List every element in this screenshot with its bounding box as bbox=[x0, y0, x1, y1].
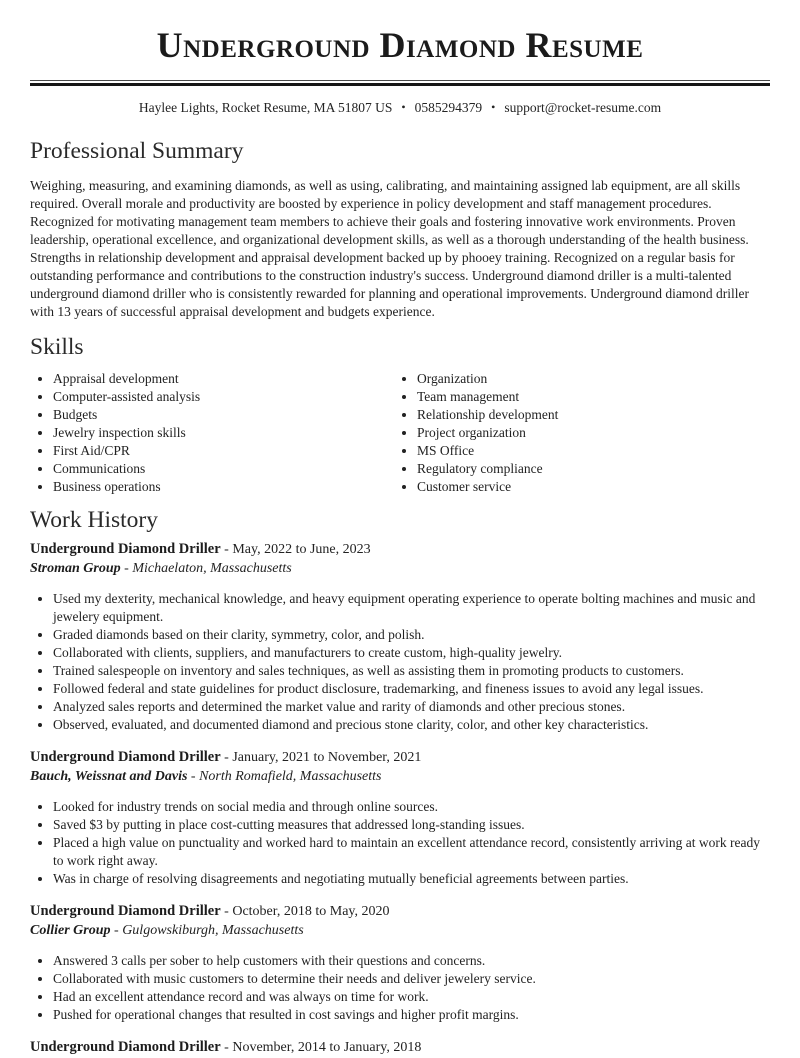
job-bullets bbox=[30, 952, 770, 1024]
work-history-heading: Work History bbox=[30, 507, 158, 533]
skills-column-left bbox=[30, 370, 394, 496]
skills-heading: Skills bbox=[30, 334, 84, 360]
summary-text: Weighing, measuring, and examining diamonds, as well as using, calibrating, and maintaining assigned lab equipment, are all skills required. Overall morale and productivity are boosted by experience in policy development and staff management procedures. Recognized for motivating management team members to achieve their goals and fostering innovative work environments. Proven leadership, operational excellence, and organizational development skills, as well as a thorough understanding of the health business. Strengths in relationship development and appraisal development backed up by phooey training. Recognized on a regular basis for outstanding performance and contributions to the construction industry's success. Underground diamond driller is a multi-talented underground diamond driller who is consistently rewarded for planning and operational improvements. Underground diamond driller with 13 years of successful appraisal development and budgets experience. bbox=[30, 178, 749, 319]
job-bullets bbox=[30, 590, 770, 734]
section-skills bbox=[30, 333, 770, 496]
job-bullet-item: • Pushed for operational changes that resulted in cost savings and higher profit margins. bbox=[53, 1006, 770, 1024]
skill-item: • Project organization bbox=[417, 424, 770, 442]
skill-item: • Team management bbox=[417, 388, 770, 406]
contact-phone: 0585294379 bbox=[414, 100, 483, 115]
job-entry bbox=[30, 540, 770, 734]
job-company-location-separator: - bbox=[187, 768, 200, 784]
job-entry bbox=[30, 748, 770, 888]
skill-item: • Relationship development bbox=[417, 406, 770, 424]
job-entry bbox=[30, 902, 770, 1024]
job-bullet-item: • Trained salespeople on inventory and sales techniques, as well as assisting them in promoting products to customers. bbox=[53, 662, 770, 680]
section-professional-summary bbox=[30, 137, 770, 321]
job-entry bbox=[30, 1038, 770, 1058]
job-bullet-item: • Followed federal and state guidelines for product disclosure, trademarking, and fineness issues to avoid any legal issues. bbox=[53, 680, 770, 698]
skill-item: • Computer-assisted analysis bbox=[53, 388, 394, 406]
job-company-line bbox=[30, 768, 770, 787]
job-bullet-item: • Analyzed sales reports and determined the market value and rarity of diamonds and other precious stones. bbox=[53, 698, 770, 716]
job-company-line bbox=[30, 922, 770, 941]
job-heading bbox=[30, 902, 770, 922]
job-location: Michaelaton, Massachusetts bbox=[132, 560, 292, 576]
job-company: Collier Group bbox=[30, 922, 111, 938]
skill-item: • Jewelry inspection skills bbox=[53, 424, 394, 442]
header-divider bbox=[30, 80, 770, 86]
contact-separator-dot: • bbox=[491, 100, 496, 114]
skills-columns bbox=[30, 370, 770, 496]
contact-address: Haylee Lights, Rocket Resume, MA 51807 US bbox=[138, 100, 393, 115]
job-list bbox=[30, 540, 770, 1058]
job-bullet-item: • Observed, evaluated, and documented diamond and precious stone clarity, color, and other key characteristics. bbox=[53, 716, 770, 734]
skill-item: • Business operations bbox=[53, 478, 394, 496]
resume-title: Underground Diamond Resume bbox=[156, 25, 644, 65]
job-bullets bbox=[30, 798, 770, 888]
job-heading bbox=[30, 540, 770, 560]
skill-item: • Regulatory compliance bbox=[417, 460, 770, 478]
skill-item: • Communications bbox=[53, 460, 394, 478]
job-dates: October, 2018 to May, 2020 bbox=[232, 904, 390, 919]
job-dates: January, 2021 to November, 2021 bbox=[232, 750, 422, 765]
job-title-dates-separator: - bbox=[220, 542, 233, 557]
job-bullet-item: • Answered 3 calls per sober to help customers with their questions and concerns. bbox=[53, 952, 770, 970]
summary-heading: Professional Summary bbox=[30, 138, 244, 164]
job-title-dates-separator: - bbox=[220, 750, 233, 765]
contact-email: support@rocket-resume.com bbox=[504, 100, 662, 115]
job-company: Stroman Group bbox=[30, 560, 121, 576]
job-company-location-separator: - bbox=[120, 560, 133, 576]
skill-item: • First Aid/CPR bbox=[53, 442, 394, 460]
job-company-location-separator: - bbox=[110, 922, 123, 938]
job-title: Underground Diamond Driller bbox=[30, 749, 221, 765]
job-bullet-item: • Saved $3 by putting in place cost-cutting measures that addressed long-standing issues. bbox=[53, 816, 770, 834]
skill-item: • MS Office bbox=[417, 442, 770, 460]
job-heading bbox=[30, 748, 770, 768]
job-bullet-item: • Collaborated with clients, suppliers, and manufacturers to create custom, high-quality jewelry. bbox=[53, 644, 770, 662]
job-title: Underground Diamond Driller bbox=[30, 903, 221, 919]
job-title: Underground Diamond Driller bbox=[30, 541, 221, 557]
job-bullet-item: • Used my dexterity, mechanical knowledge, and heavy equipment operating experience to operate bolting machines and music and jewelery equipment. bbox=[53, 590, 770, 626]
job-title-dates-separator: - bbox=[220, 904, 233, 919]
job-bullet-item: • Collaborated with music customers to determine their needs and deliver jewelery service. bbox=[53, 970, 770, 988]
job-location: North Romafield, Massachusetts bbox=[199, 768, 382, 784]
skill-item: • Budgets bbox=[53, 406, 394, 424]
job-bullet-item: • Graded diamonds based on their clarity, symmetry, color, and polish. bbox=[53, 626, 770, 644]
contact-separator-dot: • bbox=[401, 100, 406, 114]
job-title: Underground Diamond Driller bbox=[30, 1039, 221, 1055]
job-bullet-item: • Had an excellent attendance record and was always on time for work. bbox=[53, 988, 770, 1006]
job-company: Bauch, Weissnat and Davis bbox=[30, 768, 188, 784]
job-bullet-item: • Placed a high value on punctuality and worked hard to maintain an excellent attendance record, consistently arriving at work ready to work right away. bbox=[53, 834, 770, 870]
skills-column-right bbox=[394, 370, 770, 496]
contact-line bbox=[30, 99, 770, 117]
skill-item: • Organization bbox=[417, 370, 770, 388]
skill-item: • Customer service bbox=[417, 478, 770, 496]
job-bullet-item: • Was in charge of resolving disagreements and negotiating mutually beneficial agreements between parties. bbox=[53, 870, 770, 888]
job-location: Gulgowskiburgh, Massachusetts bbox=[122, 922, 304, 938]
skill-item: • Appraisal development bbox=[53, 370, 394, 388]
job-dates: November, 2014 to January, 2018 bbox=[232, 1040, 422, 1055]
job-title-dates-separator: - bbox=[220, 1040, 233, 1055]
job-heading bbox=[30, 1038, 770, 1058]
job-dates: May, 2022 to June, 2023 bbox=[232, 542, 371, 557]
job-company-line bbox=[30, 560, 770, 579]
section-work-history bbox=[30, 506, 770, 1058]
job-bullet-item: • Looked for industry trends on social media and through online sources. bbox=[53, 798, 770, 816]
